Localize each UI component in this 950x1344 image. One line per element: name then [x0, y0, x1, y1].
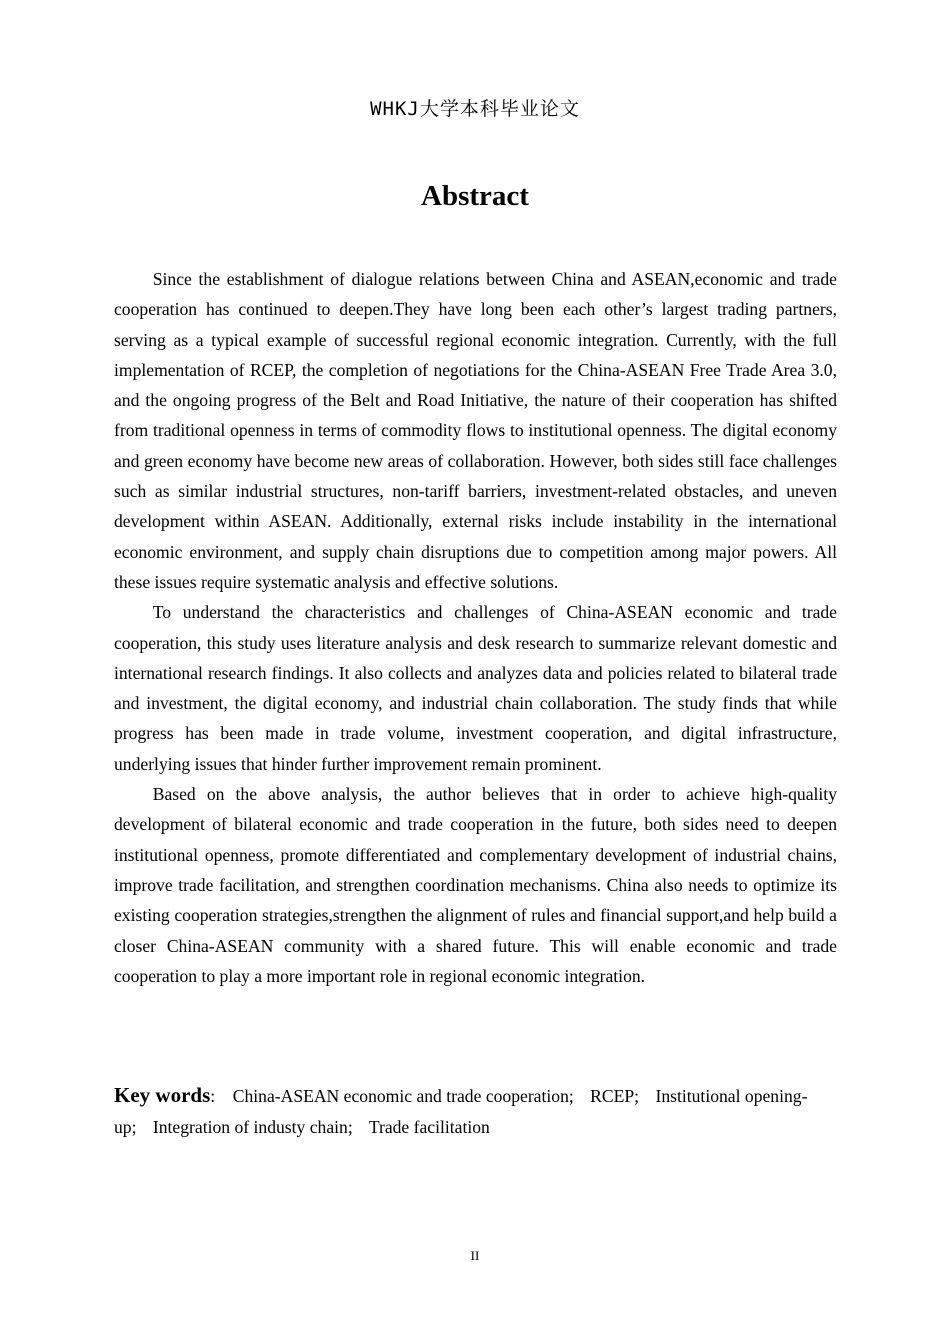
- running-header: WHKJ大学本科毕业论文: [370, 98, 580, 120]
- page-title: Abstract: [421, 180, 529, 212]
- abstract-body: [114, 264, 837, 991]
- keyword-item: Trade facilitation: [368, 1117, 490, 1137]
- keyword-item: RCEP;: [590, 1086, 640, 1106]
- keywords-label: Key words: [114, 1083, 211, 1107]
- page-number: II: [470, 1248, 480, 1263]
- keywords-separator: :: [210, 1086, 216, 1106]
- keyword-item: Integration of industy chain;: [152, 1117, 353, 1137]
- abstract-paragraph: Since the establishment of dialogue relations between China and ASEAN,economic and trade cooperation has continued to deepen.They have long been each other’s largest trading partners, serving as a typical example of successful regional economic integration. Currently, with the full implementation of RCEP, the completion of negotiations for the China-ASEAN Free Trade Area 3.0, and the ongoing progress of the Belt and Road Initiative, the nature of their cooperation has shifted from traditional openness in terms of commodity flows to institutional openness. The digital economy and green economy have become new areas of collaboration. However, both sides still face challenges such as similar industrial structures, non-tariff barriers, investment-related obstacles, and uneven development within ASEAN. Additionally, external risks include instability in the international economic environment, and supply chain disruptions due to competition among major powers. All these issues require systematic analysis and effective solutions.: [114, 269, 837, 592]
- keywords-block: [114, 1080, 837, 1143]
- keyword-item: Institutional opening-up;: [114, 1086, 808, 1137]
- keyword-item: China-ASEAN economic and trade cooperation;: [232, 1086, 574, 1106]
- abstract-paragraph: To understand the characteristics and challenges of China-ASEAN economic and trade cooperation, this study uses literature analysis and desk research to summarize relevant domestic and international research findings. It also collects and analyzes data and policies related to bilateral trade and investment, the digital economy, and industrial chain collaboration. The study finds that while progress has been made in trade volume, investment cooperation, and digital infrastructure, underlying issues that hinder further improvement remain prominent.: [114, 602, 837, 774]
- abstract-paragraph: Based on the above analysis, the author believes that in order to achieve high-quality development of bilateral economic and trade cooperation in the future, both sides need to deepen institutional openness, promote differentiated and complementary development of industrial chains, improve trade facilitation, and strengthen coordination mechanisms. China also needs to optimize its existing cooperation strategies,strengthen the alignment of rules and financial support,and help build a closer China-ASEAN community with a shared future. This will enable economic and trade cooperation to play a more important role in regional economic integration.: [114, 784, 837, 986]
